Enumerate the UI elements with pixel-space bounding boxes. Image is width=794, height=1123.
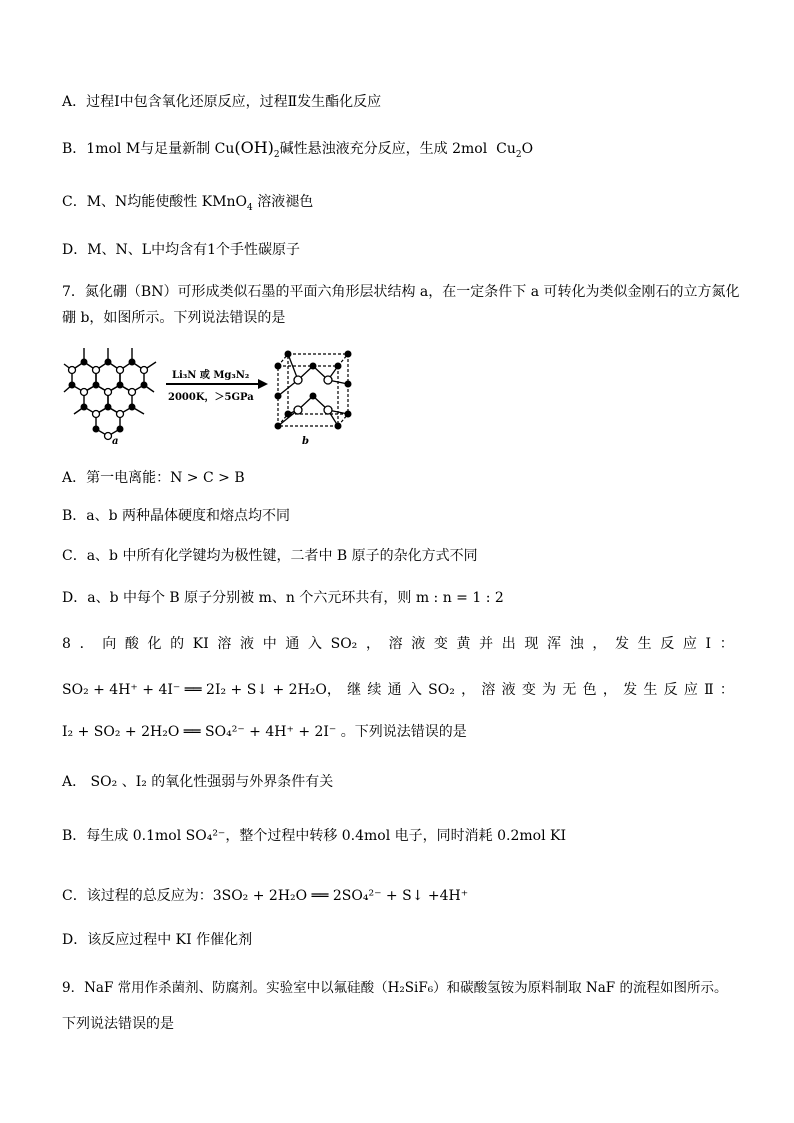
q8-line1-char: 浑 [547,636,562,652]
q8-line1-char: 酸 [124,636,139,652]
q6-option-a: A．过程Ⅰ中包含氧化还原反应，过程Ⅱ发生酯化反应 [62,94,382,110]
q8-line1-char: 8 [62,636,71,652]
q8-line2-char: 入 [407,682,422,698]
bn-structure-figure [62,340,362,445]
q8-equation-1: SO₂ + 4H⁺ + 4I⁻ ══ 2I₂ + S↓ + 2H₂O [62,682,327,698]
q8-line2-char: 生 [643,682,658,698]
q8-line1-char: 溶 [388,636,403,652]
fig-condition-catalyst: Li₃N 或 Mg₃N₂ [172,370,250,381]
q8-line1-char: 向 [102,636,117,652]
q8-option-c: C．该过程的总反应为：3SO₂ + 2H₂O ══ 2SO₄²⁻ + S↓ +4H⁺ [62,888,469,904]
q8-line1-char: ． [79,636,94,652]
q8-line2-char: ， [602,682,617,698]
q9-stem-line1: 9．NaF 常用作杀菌剂、防腐剂。实验室中以氟硅酸（H₂SiF₆）和碳酸氢铵为原料制取 NaF 的流程如图所示。 [62,980,728,996]
q9-stem-line2: 下列说法错误的是 [62,1016,174,1032]
q8-line2-char: 为 [542,682,557,698]
q8-line1-char: 反 [660,636,675,652]
q8-line2-char: 通 [387,682,402,698]
fig-label-b: b [302,436,309,445]
q8-option-b: B．每生成 0.1mol SO₄²⁻，整个过程中转移 0.4mol 电子，同时消耗 0.2mol KI [62,828,566,844]
q8-line1-char: SO₂ [330,636,358,652]
q8-line1-char: 溶 [217,636,232,652]
q8-line2-char: ： [719,682,734,698]
fig-condition-temp-pressure: 2000K，＞5GPa [168,392,254,403]
q7-option-c: C．a、b 中所有化学键均为极性键，二者中 B 原子的杂化方式不同 [62,548,478,564]
q8-line1-char: 发 [614,636,629,652]
q6-option-d: D．M、N、L中均含有1个手性碳原子 [62,242,301,258]
q8-line1-char: Ⅰ [705,636,712,652]
q8-line1-char: 入 [307,636,322,652]
q8-stem-line2-rest [327,680,734,700]
q8-option-a: A． SO₂ 、I₂ 的氧化性强弱与外界条件有关 [62,774,334,790]
q8-line2-char: 无 [562,682,577,698]
q7-option-d: D．a、b 中每个 B 原子分别被 m、n 个六元环共有，则 m : n = 1 : 2 [62,590,504,606]
q8-option-d: D．该反应过程中 KI 作催化剂 [62,932,253,948]
q7-option-b: B．a、b 两种晶体硬度和熔点均不同 [62,508,291,524]
q8-line1-char: 浊 [569,636,584,652]
q8-line2-char: 应 [683,682,698,698]
q6-option-c: C．M、N均能使酸性 KMnO$_4$ 溶液褪色 [62,194,314,213]
q8-line2-char: SO₂ [428,682,455,698]
q8-line2-char: 继 [347,682,362,698]
q8-line1-char: 化 [147,636,162,652]
q8-line1-char: 的 [170,636,185,652]
q8-line2-char: 色 [582,682,597,698]
q8-line1-char: 液 [240,636,255,652]
q8-line2-char: 溶 [481,682,496,698]
q8-line1-char: 变 [433,636,448,652]
q8-line1-char: 液 [411,636,426,652]
q8-line1-char: 现 [524,636,539,652]
q8-stem-line2 [62,680,734,700]
q8-line1-char: ， [592,636,607,652]
q8-line1-char: ， [365,636,380,652]
q8-line1-char: KI [192,636,209,652]
q8-line2-char: 反 [663,682,678,698]
q8-line1-char: 出 [501,636,516,652]
q8-line2-char: 液 [501,682,516,698]
q8-line1-char: ： [719,636,734,652]
q7-stem-line2: 硼 b，如图所示。下列说法错误的是 [62,310,286,326]
fig-label-a: a [112,436,119,445]
q8-line2-char: 变 [521,682,536,698]
q8-line1-char: 生 [637,636,652,652]
q7-option-a: A．第一电离能：N > C > B [62,470,245,486]
q6-option-b: B．1mol M与足量新制 $Cu(OH)_2$碱性悬浊液充分反应，生成 2mol $Cu_2O$ [62,138,534,160]
q8-line1-char: 黄 [456,636,471,652]
q8-line2-char: ， [461,682,476,698]
q8-line2-char: 续 [367,682,382,698]
q8-stem-line3: I₂ + SO₂ + 2H₂O ══ SO₄²⁻ + 4H⁺ + 2I⁻ 。下列说法错误的是 [62,724,467,740]
q8-line1-char: 应 [682,636,697,652]
q8-stem-line1 [62,634,734,654]
q7-stem-line1: 7．氮化硼（BN）可形成类似石墨的平面六角形层状结构 a，在一定条件下 a 可转化为类似金刚石的立方氮化 [62,284,740,300]
q8-line2-char: Ⅱ [704,682,714,698]
q8-line1-char: 并 [479,636,494,652]
q8-line1-char: 通 [285,636,300,652]
q8-line2-char: 发 [623,682,638,698]
q8-line2-char: ， [326,682,341,698]
q8-line1-char: 中 [262,636,277,652]
